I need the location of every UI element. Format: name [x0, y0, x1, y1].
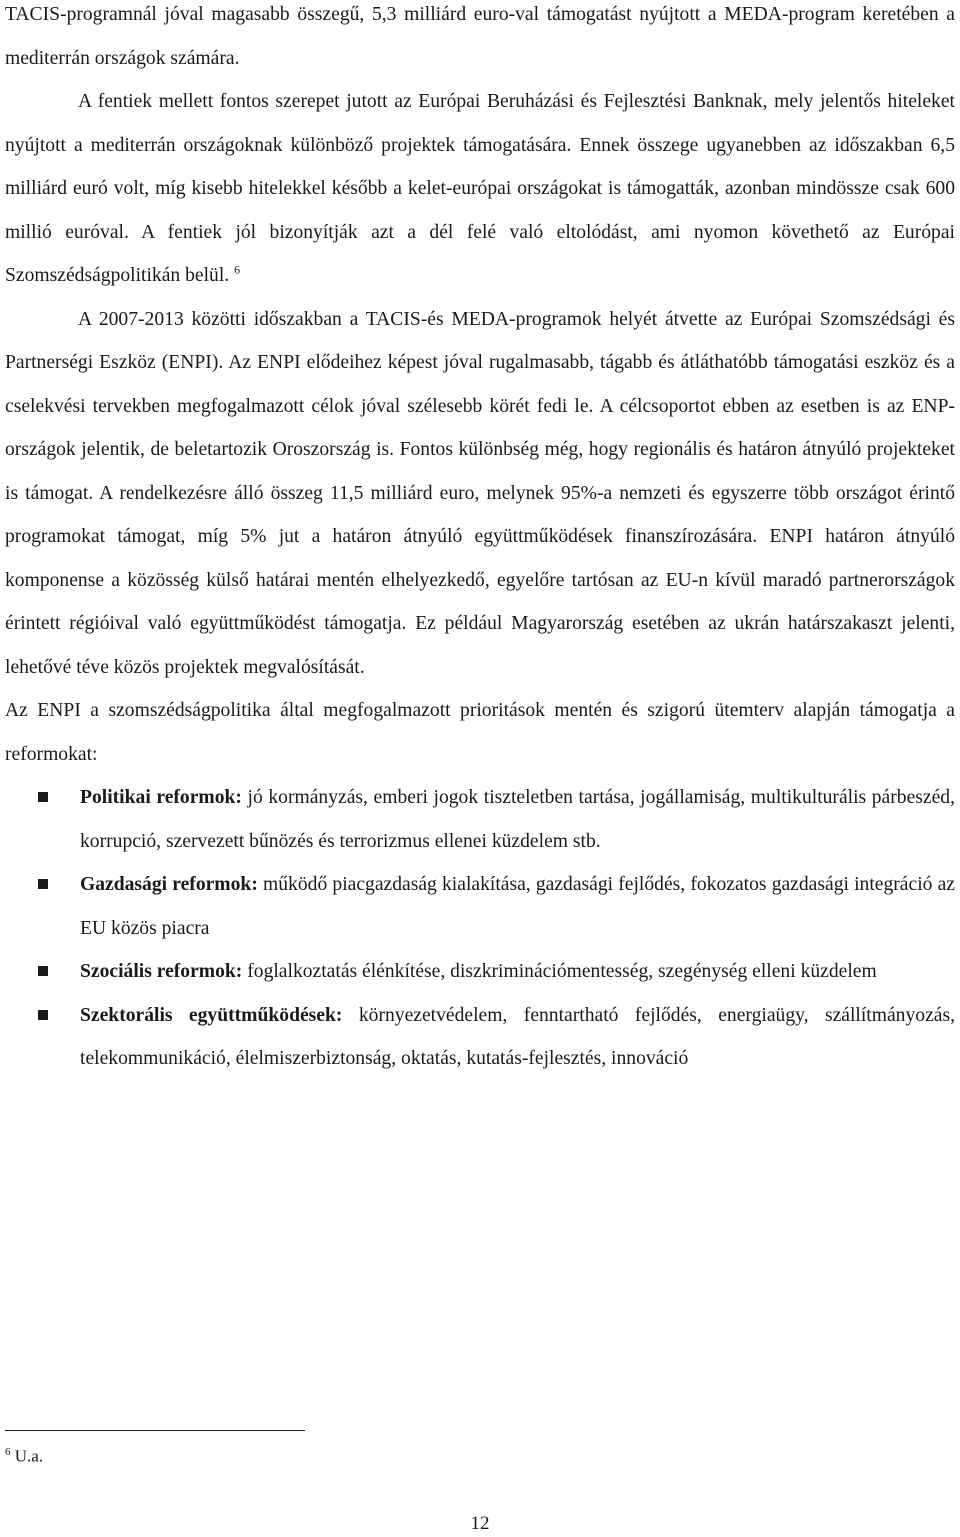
footnote-area: [5, 1430, 955, 1468]
list-item: [5, 776, 955, 863]
square-bullet-icon: [38, 1010, 48, 1020]
footnote: [5, 1441, 955, 1468]
list-item-text: foglalkoztatás élénkítése, diszkriminációmentesség, szegénység elleni küzdelem: [242, 961, 877, 982]
list-item: [5, 950, 955, 994]
list-item-text: működő piacgazdaság kialakítása, gazdasági fejlődés, fokozatos gazdasági integráció az EU közös piacra: [80, 874, 955, 939]
list-item-text: környezetvédelem, fenntartható fejlődés, energiaügy, szállítmányozás, telekommunikáció, élelmiszerbiztonság, oktatás, kutatás-fejlesztés, innováció: [80, 1004, 955, 1069]
square-bullet-icon: [38, 879, 48, 889]
square-bullet-icon: [38, 792, 48, 802]
square-bullet-icon: [38, 966, 48, 976]
list-item-term: Szektorális együttműködések:: [80, 1004, 343, 1026]
list-item-term: Gazdasági reformok:: [80, 874, 258, 895]
footnote-text: U.a.: [10, 1446, 44, 1466]
paragraph-meda-program: TACIS-programnál jóval magasabb összegű, 5,3 milliárd euro-val támogatást nyújtott a MEDA-program keretében a mediterrán országok számára.: [5, 4, 955, 69]
paragraph-investment-bank: A fentiek mellett fontos szerepet jutott az Európai Beruházási és Fejlesztési Banknak, mely jelentős hiteleket nyújtott a mediterrán országoknak különböző projektek támogatására. Ennek összege ugyanebben az időszakban 6,5 milliárd euró volt, míg kisebb hitelekkel később a kelet-európai országokat is támogatták, azonban mindössze csak 600 millió euróval. A fentiek jól bizonyítják azt a dél felé való eltolódást, ami nyomon követhető az Európai Szomszédságpolitikán belül. $^6$: [5, 91, 955, 286]
list-item: [5, 994, 955, 1081]
list-item: [5, 863, 955, 950]
footnote-reference[interactable]: 6: [234, 262, 241, 277]
footnote-number: 6: [5, 1446, 11, 1458]
footnote-divider: [5, 1430, 305, 1431]
document-body: [5, 0, 955, 1081]
paragraph-reforms-intro: Az ENPI a szomszédságpolitika által megfogalmazott prioritások mentén és szigorú ütemterv alapján támogatja a reformokat:: [5, 700, 955, 765]
paragraph-enpi: A 2007-2013 közötti időszakban a TACIS-és MEDA-programok helyét átvette az Európai Szomszédsági és Partnerségi Eszköz (ENPI). Az ENPI elődeihez képest jóval rugalmasabb, tágabb és átláthatóbb támogatási eszköz és a cselekvési tervekben megfogalmazott célok jóval szélesebb körét fedi le. A célcsoportot ebben az esetben is az ENP-országok jelentik, de beletartozik Oroszország is. Fontos különbség még, hogy regionális és határon átnyúló projekteket is támogat. A rendelkezésre álló összeg 11,5 milliárd euro, melynek 95%-a nemzeti és egyszerre több országot érintő programokat támogat, míg 5% jut a határon átnyúló együttműködések finanszírozására. ENPI határon átnyúló komponense a közösség külső határai mentén elhelyezkedő, egyelőre tartósan az EU-n kívül maradó partnerországok érintett régióival való együttműködést támogatja. Ez például Magyarország esetében az ukrán határszakaszt jelenti, lehetővé téve közös projektek megvalósítását.: [5, 308, 955, 678]
reform-list: [5, 776, 955, 1081]
list-item-term: Politikai reformok:: [80, 787, 242, 808]
list-item-term: Szociális reformok:: [80, 961, 243, 982]
page-number: 12: [470, 1513, 490, 1534]
list-item-text: jó kormányzás, emberi jogok tiszteletben tartása, jogállamiság, multikulturális párbeszéd, korrupció, szervezett bűnözés és terrorizmus ellenei küzdelem stb.: [80, 787, 955, 852]
